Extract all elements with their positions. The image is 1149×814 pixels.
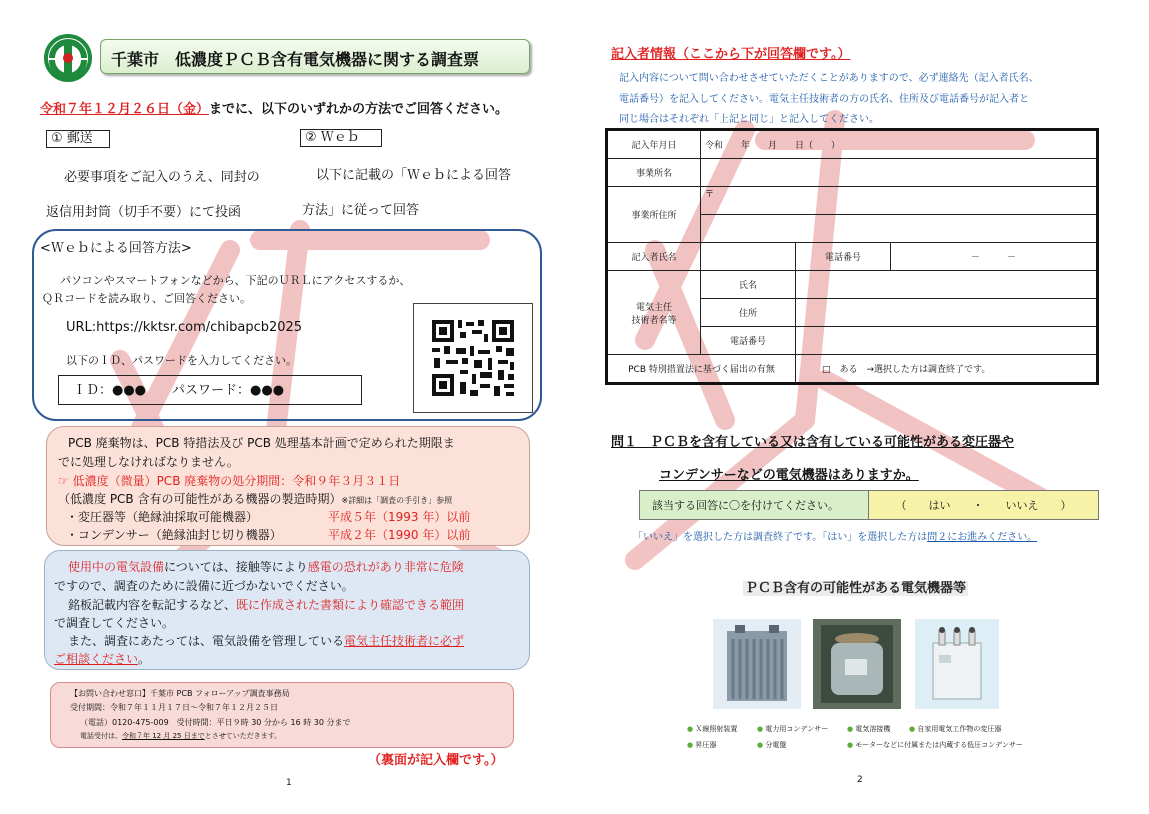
engineer-phone-field[interactable] bbox=[796, 327, 1098, 355]
postal-mark: 〒 bbox=[705, 190, 715, 200]
pcb-item-transformer-date: 平成５年（1993 年）以前 bbox=[328, 510, 471, 524]
web-url[interactable]: URL:https://kktsr.com/chibapcb2025 bbox=[66, 320, 303, 335]
pcb-disposal-period: ☞ 低濃度（微量）PCB 廃棄物の処分期間：令和９年３月３１日 bbox=[58, 474, 401, 488]
respondent-section-title-text: 記入者情報（ここから下が回答欄です。） bbox=[611, 47, 851, 62]
pcb-guide-note: ※詳細は「調査の手引き」参照 bbox=[341, 496, 453, 505]
notification-checkbox[interactable]: □ ある →選択した方は調査終了です。 bbox=[796, 355, 1098, 384]
engineer-address-field[interactable] bbox=[796, 299, 1098, 327]
deadline-date: 令和７年１２月２６日（金） bbox=[40, 102, 210, 117]
web-method-heading: <Ｗｅｂによる回答方法> bbox=[40, 241, 192, 256]
safety-line3 bbox=[68, 596, 464, 613]
page-1 bbox=[0, 0, 574, 814]
page-number-2: 2 bbox=[857, 775, 863, 785]
page-number-1: 1 bbox=[286, 778, 292, 788]
safety-text: また、調査にあたっては、電気設備を管理している bbox=[68, 634, 345, 648]
page-2 bbox=[575, 0, 1149, 814]
safety-equipment-text: 使用中の電気設備 bbox=[68, 560, 165, 574]
method-mail-label: ① 郵送 bbox=[46, 130, 110, 148]
engineer-phone-label: 電話番号 bbox=[701, 327, 796, 355]
answer-note bbox=[633, 528, 1037, 543]
safety-document-text: 既に作成された書類により確認できる範囲 bbox=[236, 598, 465, 612]
safety-line2: ですので、調査のために設備に近づかないでください。 bbox=[54, 579, 354, 593]
web-id-box: ＩＤ：●●● パスワード：●●● bbox=[58, 375, 362, 405]
deadline-text: までに、以下のいずれかの方法でご回答ください。 bbox=[209, 102, 509, 117]
respondent-section-title bbox=[611, 43, 850, 62]
safety-consult-text: ご相談ください bbox=[54, 652, 139, 666]
contact-phone-line: （電話）0120-475-009 受付時間：平日９時 30 分から 16 時 30 分まで bbox=[80, 718, 351, 727]
date-label: 記入年月日 bbox=[607, 130, 701, 159]
pcb-line2: でに処理しなければなりません。 bbox=[58, 455, 239, 469]
legend-item: ● 電力用コンデンサー bbox=[757, 725, 829, 733]
intro-line1: 記入内容について問い合わせさせていただくことがありますので、必ず連絡先（記入者氏名、 bbox=[619, 73, 1039, 84]
respondent-phone-label: 電話番号 bbox=[796, 243, 891, 271]
qr-code[interactable] bbox=[413, 303, 533, 413]
method-mail-line2: 返信用封筒（切手不要）にて投函 bbox=[46, 205, 242, 220]
engineer-name-field[interactable] bbox=[796, 271, 1098, 299]
equipment-legend bbox=[687, 724, 1137, 758]
contact-line2: 受付期間：令和７年１１月１７日～令和７年１２月２５日 bbox=[70, 703, 278, 712]
engineer-address-label: 住所 bbox=[701, 299, 796, 327]
title-banner bbox=[100, 39, 530, 74]
legend-label: 分電盤 bbox=[765, 741, 787, 749]
safety-line4: で調査してください。 bbox=[54, 616, 175, 630]
respondent-name-field[interactable] bbox=[701, 243, 796, 271]
legend-label: 昇圧器 bbox=[695, 741, 717, 749]
respondent-form-table bbox=[605, 128, 1099, 385]
respondent-phone-field[interactable]: － － bbox=[891, 243, 1098, 271]
legend-item: ● 分電盤 bbox=[757, 741, 787, 749]
method-web-line2: 方法」に従って回答 bbox=[302, 203, 420, 218]
page-title: 千葉市 低濃度ＰＣＢ含有電気機器に関する調査票 bbox=[111, 50, 480, 69]
answer-options[interactable]: （ はい ・ いいえ ） bbox=[869, 490, 1099, 520]
question1-text1: 問１ ＰＣＢを含有している又は含有している可能性がある変圧器や bbox=[611, 435, 1015, 450]
back-side-note: （裏面が記入欄です。） bbox=[368, 753, 504, 768]
safety-engineer-text: 電気主任技術者に必ず bbox=[344, 634, 465, 648]
legend-label: モーターなどに付属または内蔵する低圧コンデンサー bbox=[855, 741, 1023, 749]
safety-danger-text: 感電の恐れがあり非常に危険 bbox=[307, 560, 464, 574]
office-name-field[interactable] bbox=[701, 159, 1098, 187]
contact-phone-deadline: 令和７年 12 月 25 日まで bbox=[122, 732, 205, 740]
legend-label: 自家用電気工作物の変圧器 bbox=[917, 725, 1002, 733]
method-web-line1: 以下に記載の「Ｗｅｂによる回答 bbox=[316, 168, 512, 183]
safety-line6 bbox=[54, 650, 150, 667]
question1-text2: コンデンサーなどの電気機器はありますか。 bbox=[659, 468, 919, 483]
question1-line1 bbox=[611, 431, 1014, 450]
respondent-name-label: 記入者氏名 bbox=[607, 243, 701, 271]
safety-text: 。 bbox=[138, 652, 151, 666]
legend-label: 電力用コンデンサー bbox=[765, 725, 829, 733]
pcb-item-capacitor: ・コンデンサー（絶縁油封じ切り機器） bbox=[66, 528, 282, 542]
deadline-line bbox=[40, 98, 508, 117]
legend-item: ● モーターなどに付属または内蔵する低圧コンデンサー bbox=[847, 741, 1023, 749]
engineer-label-line1: 電気主任 bbox=[635, 302, 672, 313]
answer-prompt: 該当する回答に〇を付けてください。 bbox=[639, 490, 869, 520]
contact-line1: 【お問い合わせ窓口】千葉市 PCB フォローアップ調査事務局 bbox=[70, 689, 290, 698]
engineer-label bbox=[607, 271, 701, 355]
method-web-label: ② Ｗｅｂ bbox=[300, 129, 382, 147]
intro-line2: 電話番号）を記入してください。電気主任技術者の方の氏名、住所及び電話番号が記入者と bbox=[619, 94, 1029, 105]
web-id-note: 以下のＩＤ、パスワードを入力してください。 bbox=[66, 354, 297, 367]
question1-line2 bbox=[659, 464, 919, 483]
pcb-line1: PCB 廃棄物は、PCB 特措法及び PCB 処理基本計画で定められた期限ま bbox=[68, 436, 455, 450]
legend-item: ● 自家用電気工作物の変圧器 bbox=[909, 725, 1002, 733]
legend-label: 電気溶接機 bbox=[855, 725, 891, 733]
engineer-label-line2: 技術者名等 bbox=[631, 315, 677, 326]
engineer-name-label: 氏名 bbox=[701, 271, 796, 299]
office-address-label: 事業所住所 bbox=[607, 187, 701, 243]
web-instruction-line1: パソコンやスマートフォンなどから、下記のＵＲＬにアクセスするか、 bbox=[60, 274, 411, 287]
go-to-question2: 問２にお進みください。 bbox=[927, 532, 1038, 543]
pcb-manufacture-text: （低濃度 PCB 含有の可能性がある機器の製造時期） bbox=[58, 492, 342, 506]
intro-line3: 同じ場合はそれぞれ「上記と同じ」と記入してください。 bbox=[619, 114, 879, 125]
contact-text: 電話受付は、 bbox=[80, 732, 122, 740]
low-voltage-capacitor-photo bbox=[915, 619, 999, 709]
safety-line5 bbox=[68, 632, 464, 649]
equipment-heading-text: ＰＣＢ含有の可能性がある電気機器等 bbox=[745, 581, 967, 596]
safety-text: については、接触等により bbox=[164, 560, 308, 574]
transformer-photo bbox=[713, 619, 801, 709]
office-address-field[interactable] bbox=[701, 215, 1098, 243]
pcb-item-transformer: ・変圧器等（絶縁油採取可能機器） bbox=[66, 510, 259, 524]
web-instruction-line2: ＱＲコードを読み取り、ご回答ください。 bbox=[42, 292, 251, 305]
notification-label: PCB 特別措置法に基づく届出の有無 bbox=[607, 355, 796, 384]
date-field[interactable]: 令和 年 月 日（ ） bbox=[701, 130, 1098, 159]
legend-item: ● Ｘ線照射装置 bbox=[687, 725, 738, 733]
office-postal-field[interactable] bbox=[701, 187, 1098, 215]
chiba-city-logo bbox=[44, 34, 92, 82]
legend-item: ● 電気溶接機 bbox=[847, 725, 891, 733]
safety-line1 bbox=[68, 558, 464, 575]
legend-item: ● 昇圧器 bbox=[687, 741, 717, 749]
pcb-item-capacitor-date: 平成２年（1990 年）以前 bbox=[328, 528, 471, 542]
pcb-manufacture-line bbox=[58, 490, 452, 507]
equipment-heading bbox=[743, 577, 968, 596]
capacitor-photo bbox=[813, 619, 901, 709]
contact-line4 bbox=[80, 731, 281, 741]
safety-text: 銘板記載内容を転記するなど、 bbox=[68, 598, 237, 612]
legend-label: Ｘ線照射装置 bbox=[695, 725, 738, 733]
method-mail-line1: 必要事項をご記入のうえ、同封の bbox=[64, 170, 260, 185]
office-name-label: 事業所名 bbox=[607, 159, 701, 187]
contact-text: とさせていただきます。 bbox=[204, 732, 282, 740]
answer-note-text: 「いいえ」を選択した方は調査終了です。「はい」を選択した方は bbox=[633, 532, 928, 543]
